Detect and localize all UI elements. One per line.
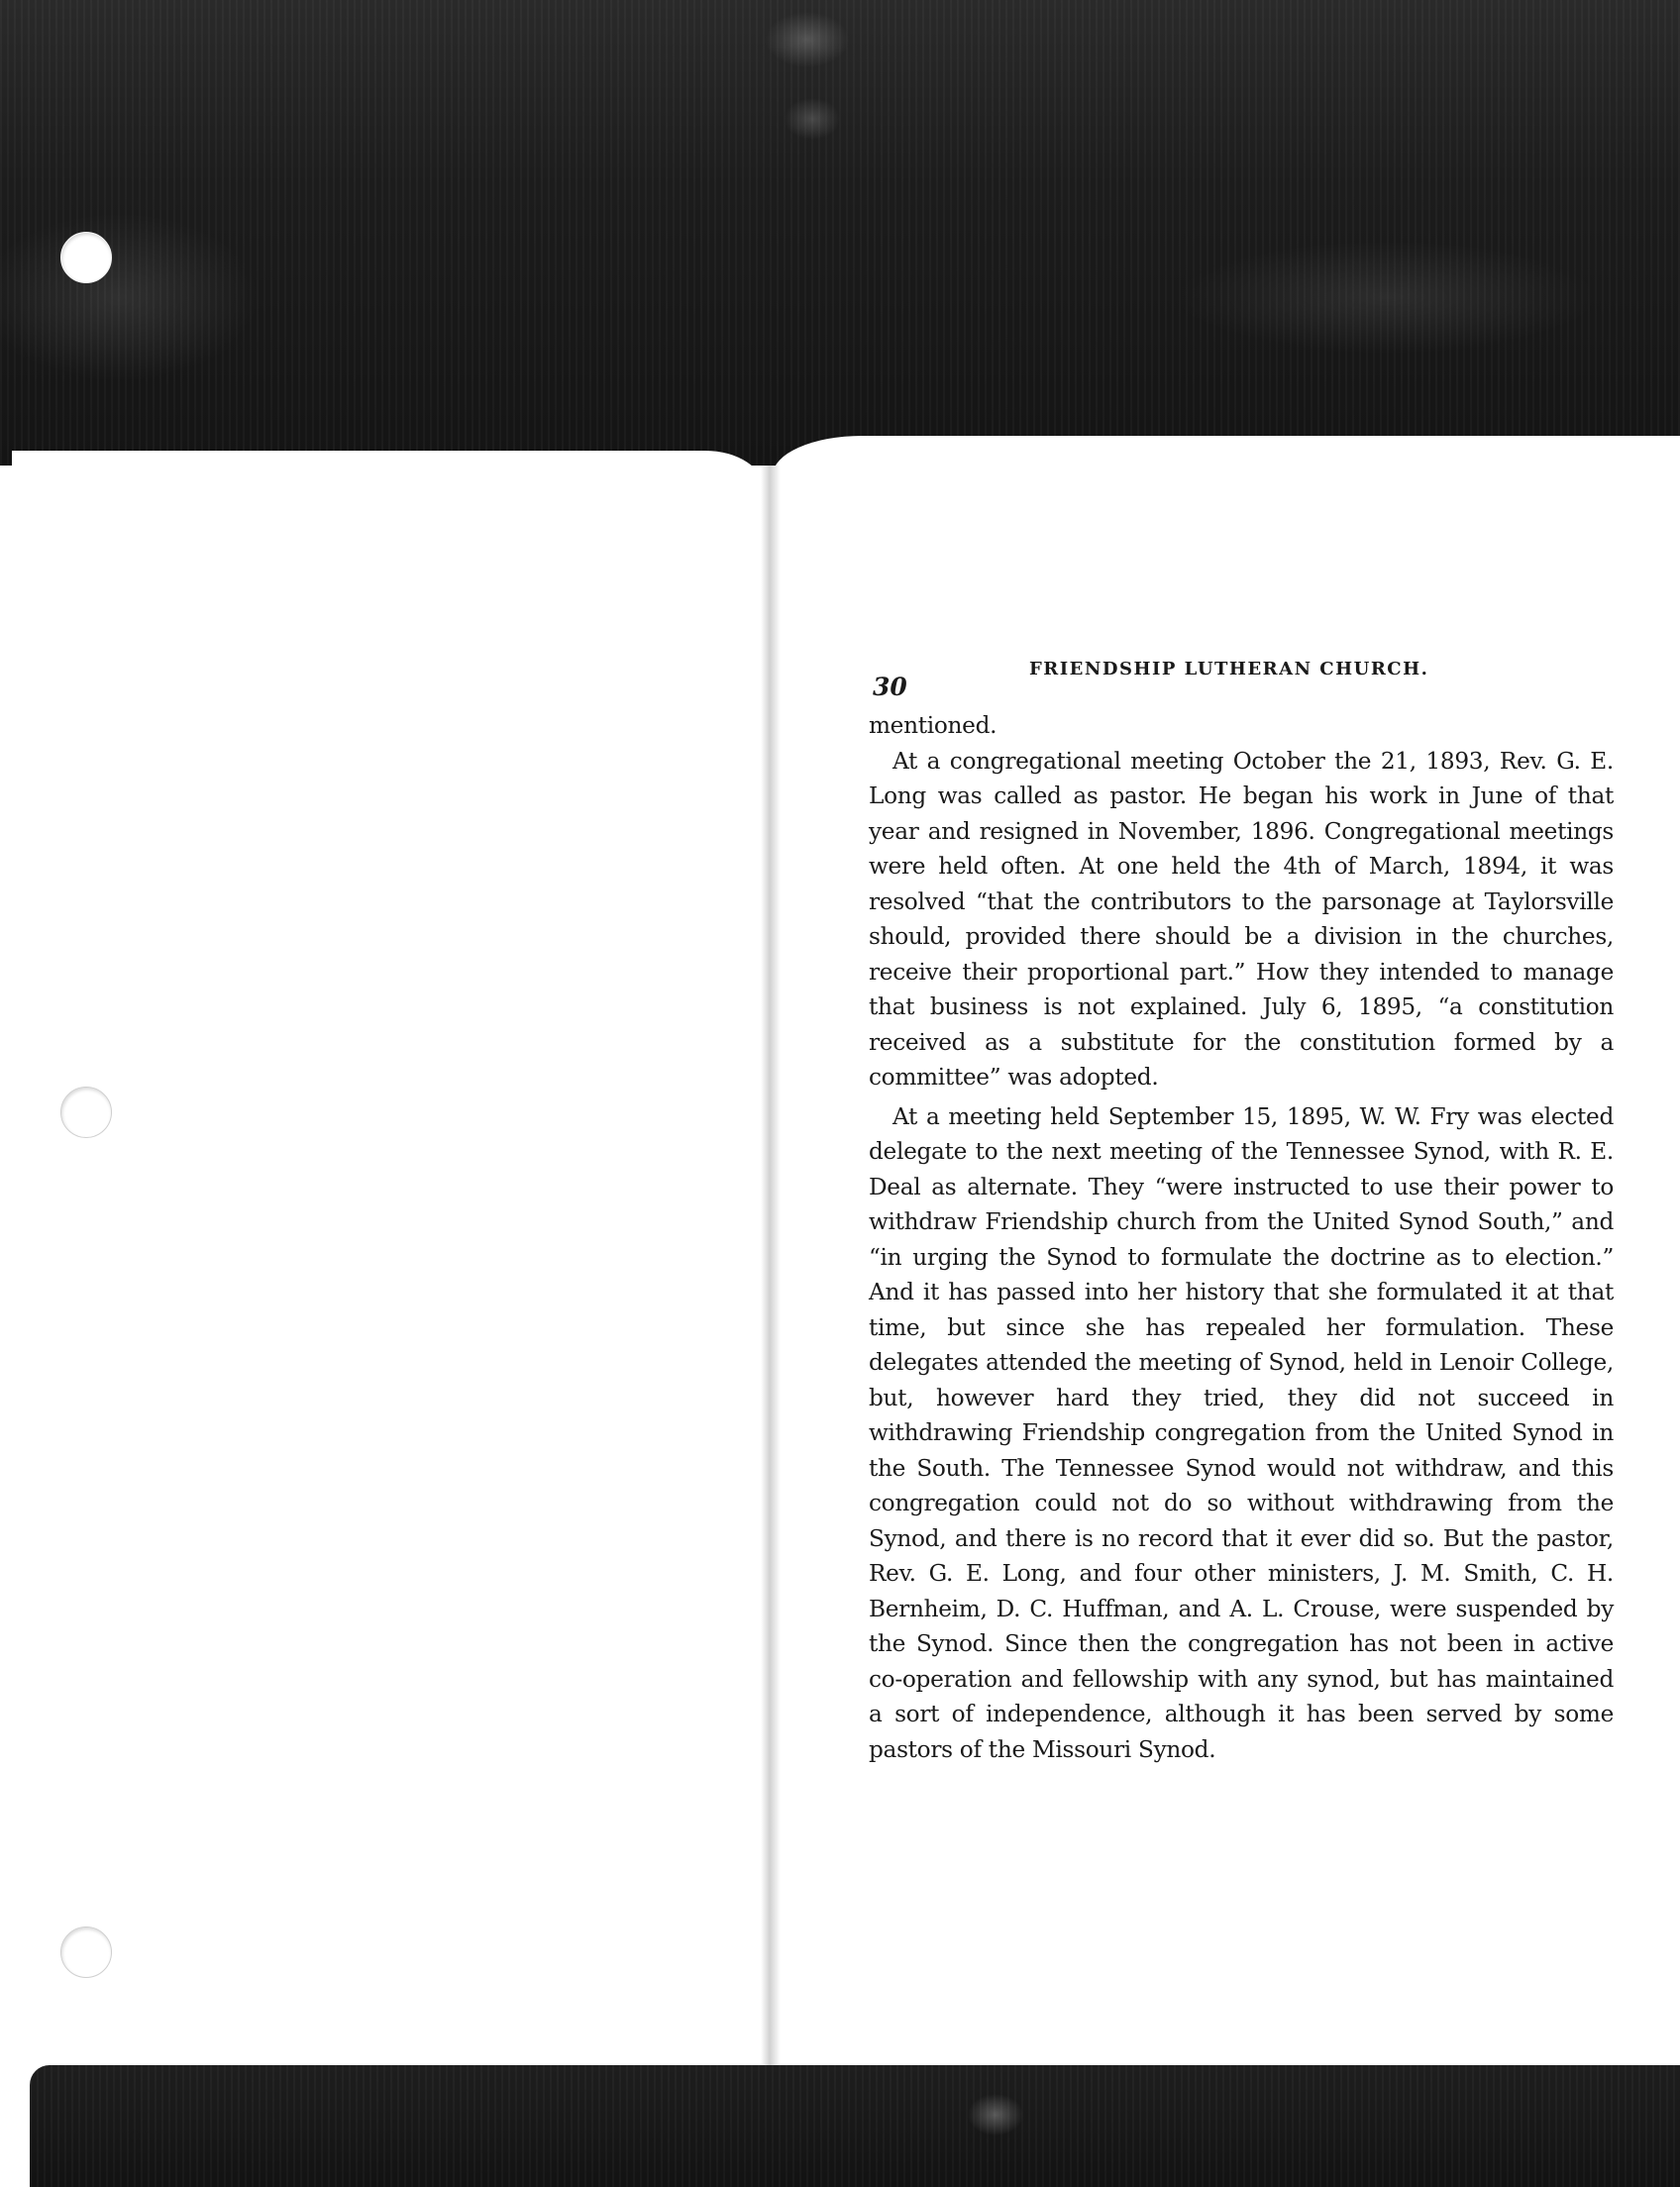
page-number: 30 <box>873 673 907 701</box>
punch-hole-middle <box>60 1087 112 1138</box>
page-content <box>869 649 1614 1767</box>
running-header-title: FRIENDSHIP LUTHERAN CHURCH. <box>1029 659 1429 679</box>
body-text <box>869 708 1614 1767</box>
left-blank-page <box>12 451 765 2075</box>
paragraph-continued: mentioned. <box>869 712 998 739</box>
book-gutter-shadow <box>761 466 781 2070</box>
scan-dark-border-top <box>0 0 1680 466</box>
punch-hole-top <box>60 232 112 283</box>
punch-hole-bottom <box>60 1927 112 1978</box>
paragraph-pastor-call: At a congregational meeting October the 21, 1893, Rev. G. E. Long was called as pastor. He began his work in June of that year and resigned in November, 1896. Congregational meetings were held often. At one held the 4th of March, 1894, it was resolved “that the contributors to the parsonage at Taylorsville should, provided there should be a division in the churches, receive their proportional part.” How they intended to manage that business is not explained. July 6, 1895, “a constitution received as a substitute for the constitution formed by a committee” was adopted. <box>869 747 1614 1091</box>
scan-dark-border-bottom <box>30 2065 1680 2187</box>
paragraph-synod-meeting: At a meeting held September 15, 1895, W. W. Fry was elected delegate to the next meeting of the Tennessee Synod, with R. E. Deal as alternate. They “were instructed to use their power to withdraw Friendship church from the United Synod South,” and “in urging the Synod to formulate the doctrine as to election.” And it has passed into her history that she formulated it at that time, but since she has repealed her formulation. These delegates attended the meeting of Synod, held in Lenoir College, but, however hard they tried, they did not succeed in withdrawing Friendship congregation from the United Synod in the South. The Tennessee Synod would not withdraw, and this congregation could not do so without withdrawing from the Synod, and there is no record that it ever did so. But the pastor, Rev. G. E. Long, and four other ministers, J. M. Smith, C. H. Bernheim, D. C. Huffman, and A. L. Crouse, were suspended by the Synod. Since then the congregation has not been in active co-operation and fellowship with any synod, but has maintained a sort of independence, although it has been served by some pastors of the Missouri Synod. <box>869 1102 1614 1763</box>
running-head <box>869 649 1614 708</box>
